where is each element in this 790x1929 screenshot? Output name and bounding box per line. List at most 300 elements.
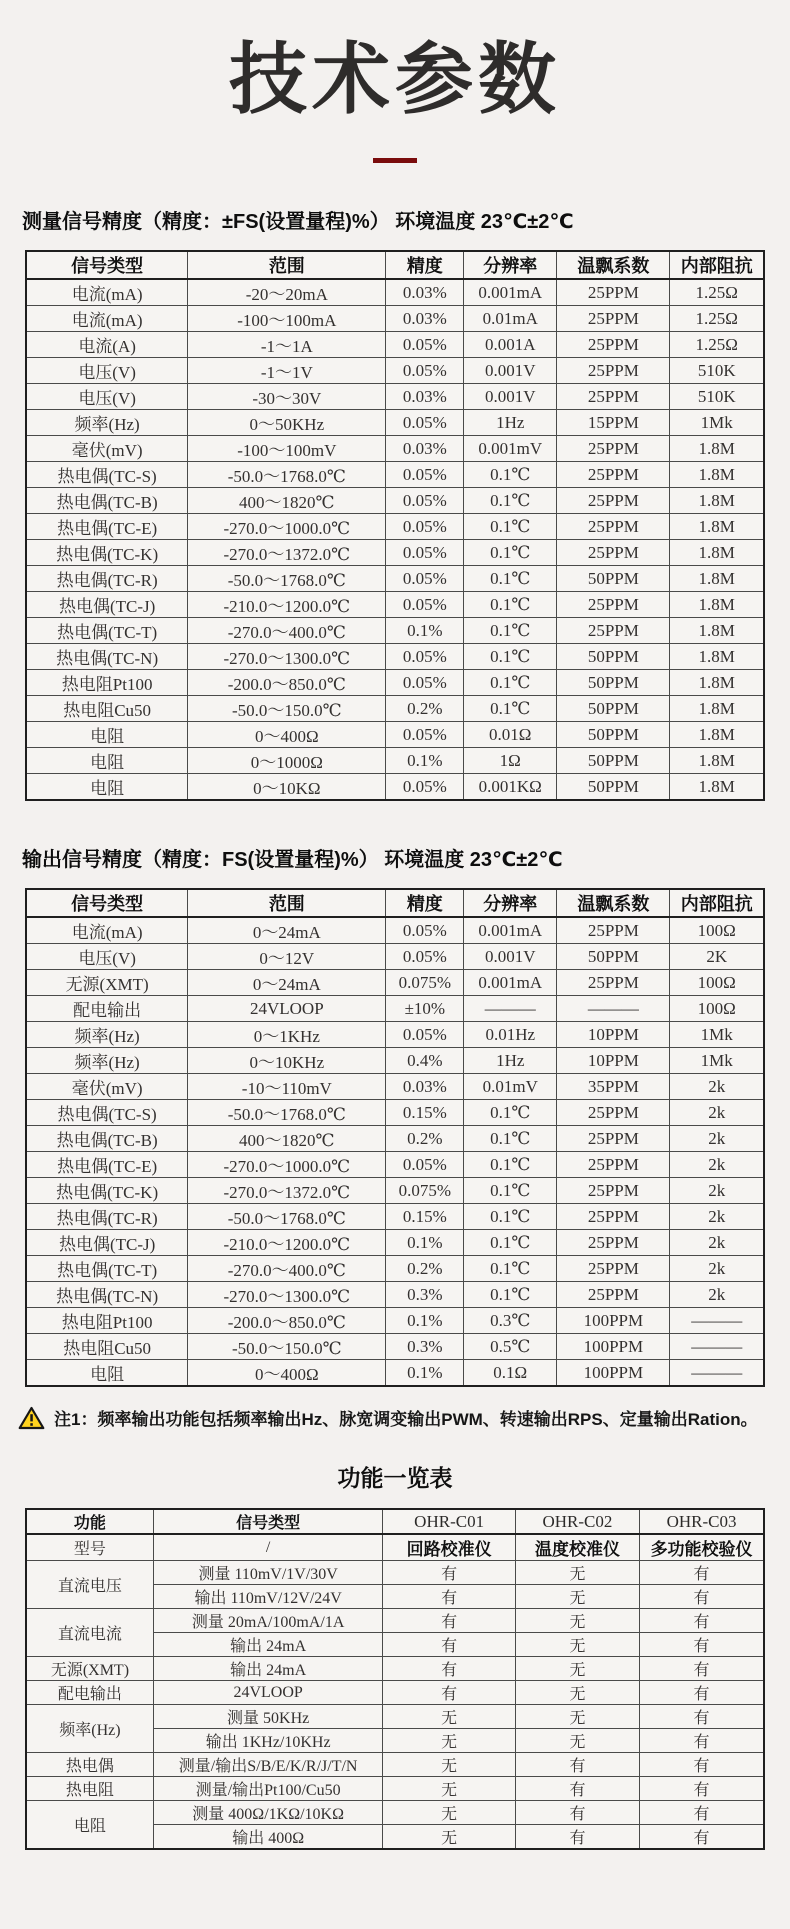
table-cell: 0.1℃ (464, 462, 557, 488)
table-head (26, 251, 764, 279)
table-row (26, 488, 764, 514)
table-cell: -270.0～1000.0℃ (188, 514, 386, 540)
table-cell: 25PPM (557, 1230, 670, 1256)
table-cell: 0.3% (386, 1334, 464, 1360)
header-row (26, 251, 764, 279)
table-cell: 0.01Ω (464, 722, 557, 748)
table-cell: ——— (670, 1308, 764, 1334)
table-cell: 0.1℃ (464, 566, 557, 592)
table-cell: 1Hz (464, 410, 557, 436)
table-cell: 1.8M (670, 748, 764, 774)
table-cell: 无 (383, 1753, 515, 1777)
table-cell: 50PPM (557, 696, 670, 722)
title-underline (373, 158, 417, 163)
table-cell: -50.0～1768.0℃ (188, 462, 386, 488)
table-cell: 热电阻Cu50 (26, 1334, 188, 1360)
table-cell: 无 (515, 1585, 639, 1609)
table-head (26, 1509, 764, 1534)
table-cell: 电阻 (26, 748, 188, 774)
table-cell: 0.03% (386, 306, 464, 332)
table-cell: 有 (640, 1705, 764, 1729)
table-cell: 1.8M (670, 566, 764, 592)
table-cell: 0.05% (386, 514, 464, 540)
table-cell: 25PPM (557, 436, 670, 462)
table-cell: -210.0～1200.0℃ (188, 1230, 386, 1256)
table-cell: 热电偶(TC-R) (26, 566, 188, 592)
table-cell: 510K (670, 384, 764, 410)
table-cell: 1.8M (670, 774, 764, 801)
table-cell: 电流(A) (26, 332, 188, 358)
table-row (26, 1705, 764, 1729)
table-cell: 热电偶(TC-B) (26, 488, 188, 514)
table-cell: -50.0～1768.0℃ (188, 1204, 386, 1230)
table-cell: 热电阻Pt100 (26, 1308, 188, 1334)
table-cell: -270.0～1000.0℃ (188, 1152, 386, 1178)
function-cell: 配电输出 (26, 1681, 153, 1705)
table-cell: 0.1℃ (464, 1178, 557, 1204)
column-header: OHR-C02 (515, 1509, 639, 1534)
table-cell: 电阻 (26, 722, 188, 748)
table-cell: 0.001mA (464, 279, 557, 306)
table-cell: 无 (383, 1705, 515, 1729)
table-cell: 1.25Ω (670, 306, 764, 332)
output-accuracy-table (25, 888, 765, 1387)
table-cell: 35PPM (557, 1074, 670, 1100)
table-cell: ±10% (386, 996, 464, 1022)
table-cell: 输出 24mA (153, 1633, 383, 1657)
table-cell: 0.1℃ (464, 540, 557, 566)
table-cell: 0.05% (386, 462, 464, 488)
table-cell: 0.15% (386, 1100, 464, 1126)
model-row (26, 1534, 764, 1561)
table-cell: 有 (640, 1633, 764, 1657)
table-cell: 热电偶(TC-J) (26, 1230, 188, 1256)
table-cell: 测量 20mA/100mA/1A (153, 1609, 383, 1633)
table-cell: 1Mk (670, 1022, 764, 1048)
table-cell: 有 (383, 1633, 515, 1657)
table-row (26, 358, 764, 384)
table-cell: 电阻 (26, 774, 188, 801)
table-row (26, 1204, 764, 1230)
table-cell: 有 (515, 1753, 639, 1777)
column-header: 分辨率 (464, 251, 557, 279)
table-cell: 50PPM (557, 644, 670, 670)
table-cell: 1Hz (464, 1048, 557, 1074)
table-cell: 无 (515, 1681, 639, 1705)
table-cell: 25PPM (557, 306, 670, 332)
table-cell: 1.8M (670, 670, 764, 696)
column-header: 信号类型 (26, 889, 188, 917)
table-cell: 0.001mA (464, 970, 557, 996)
table-cell: 热电偶(TC-T) (26, 1256, 188, 1282)
table-cell: 毫伏(mV) (26, 1074, 188, 1100)
note-text: 注1：频率输出功能包括频率输出Hz、脉宽调变输出PWM、转速输出RPS、定量输出Ration。 (54, 1410, 758, 1429)
table-row (26, 1074, 764, 1100)
table-cell: 1.8M (670, 618, 764, 644)
table-cell: 电流(mA) (26, 917, 188, 944)
table-cell: 0.03% (386, 1074, 464, 1100)
table-cell: 热电偶(TC-S) (26, 1100, 188, 1126)
table-cell: -50.0～1768.0℃ (188, 1100, 386, 1126)
table-cell: 无 (515, 1633, 639, 1657)
table-cell: 0.01mV (464, 1074, 557, 1100)
table-cell: 测量 50KHz (153, 1705, 383, 1729)
table-cell: 0.1℃ (464, 514, 557, 540)
table-cell: 0～24mA (188, 917, 386, 944)
table-cell: 50PPM (557, 722, 670, 748)
table-cell: 输出 400Ω (153, 1825, 383, 1850)
table-cell: 0.05% (386, 1152, 464, 1178)
table-row (26, 1801, 764, 1825)
table-cell: 测量 110mV/1V/30V (153, 1561, 383, 1585)
table-cell: 0.001KΩ (464, 774, 557, 801)
table-cell: 配电输出 (26, 996, 188, 1022)
table-cell: 毫伏(mV) (26, 436, 188, 462)
table-cell: 热电偶(TC-K) (26, 1178, 188, 1204)
table-cell: 25PPM (557, 279, 670, 306)
table-cell: 热电阻Pt100 (26, 670, 188, 696)
table-cell: 25PPM (557, 358, 670, 384)
table-cell: 测量/输出S/B/E/K/R/J/T/N (153, 1753, 383, 1777)
table-cell: 有 (515, 1777, 639, 1801)
table-row (26, 1126, 764, 1152)
table-cell: 有 (383, 1609, 515, 1633)
table-cell: 有 (640, 1609, 764, 1633)
table-cell: 0.3% (386, 1282, 464, 1308)
table-row (26, 1657, 764, 1681)
table-cell: 0.1% (386, 1360, 464, 1387)
table-cell: 电阻 (26, 1360, 188, 1387)
table-cell: 有 (640, 1825, 764, 1850)
table-cell: 25PPM (557, 970, 670, 996)
table-cell: 2K (670, 944, 764, 970)
table-cell: 0.03% (386, 279, 464, 306)
table-row (26, 1777, 764, 1801)
table-cell: 0.1℃ (464, 618, 557, 644)
table-row (26, 592, 764, 618)
table-row (26, 1360, 764, 1387)
table-cell: 无 (383, 1729, 515, 1753)
table-cell: 25PPM (557, 618, 670, 644)
table-cell: 25PPM (557, 1152, 670, 1178)
table-row (26, 410, 764, 436)
table-cell: 0.2% (386, 1126, 464, 1152)
table-cell: 100Ω (670, 917, 764, 944)
table-cell: 25PPM (557, 1256, 670, 1282)
table-row (26, 1753, 764, 1777)
table-cell: 频率(Hz) (26, 410, 188, 436)
table-cell: 50PPM (557, 774, 670, 801)
function-table (25, 1508, 765, 1850)
table-row (26, 670, 764, 696)
table-cell: 输出 24mA (153, 1657, 383, 1681)
table-cell: 0.05% (386, 566, 464, 592)
table-cell: 100Ω (670, 970, 764, 996)
table-cell: 1Mk (670, 410, 764, 436)
table-cell: 0～10KHz (188, 1048, 386, 1074)
table-cell: 热电偶(TC-N) (26, 1282, 188, 1308)
table-cell: 热电偶(TC-B) (26, 1126, 188, 1152)
table-cell: 25PPM (557, 540, 670, 566)
table-cell: -210.0～1200.0℃ (188, 592, 386, 618)
table-cell: 有 (515, 1825, 639, 1850)
table-cell: -270.0～400.0℃ (188, 1256, 386, 1282)
table-cell: 0～400Ω (188, 722, 386, 748)
table-row (26, 1152, 764, 1178)
column-header: 信号类型 (153, 1509, 383, 1534)
table-cell: 2k (670, 1100, 764, 1126)
table-cell: 1.8M (670, 592, 764, 618)
table-cell: 1.8M (670, 462, 764, 488)
table-cell: 0.05% (386, 410, 464, 436)
table-cell: 0～50KHz (188, 410, 386, 436)
table-cell: 0.1% (386, 618, 464, 644)
table-cell: 无 (515, 1705, 639, 1729)
table-row (26, 1022, 764, 1048)
column-header: OHR-C03 (640, 1509, 764, 1534)
table-cell: -50.0～150.0℃ (188, 1334, 386, 1360)
table-cell: 0.05% (386, 332, 464, 358)
table-cell: 有 (383, 1681, 515, 1705)
table-cell: -1～1V (188, 358, 386, 384)
table-row (26, 1561, 764, 1585)
table-cell: 热电偶(TC-E) (26, 1152, 188, 1178)
table-cell: 25PPM (557, 1178, 670, 1204)
table-cell: 热电偶(TC-N) (26, 644, 188, 670)
table-cell: 热电偶(TC-S) (26, 462, 188, 488)
table-row (26, 1308, 764, 1334)
function-cell: 热电偶 (26, 1753, 153, 1777)
table-cell: 1.8M (670, 722, 764, 748)
table-cell: 电压(V) (26, 384, 188, 410)
table-cell: 25PPM (557, 1126, 670, 1152)
warning-icon (18, 1406, 45, 1430)
table-row (26, 1048, 764, 1074)
table-cell: 0.05% (386, 358, 464, 384)
table-cell: 0.01Hz (464, 1022, 557, 1048)
table-cell: 无 (383, 1801, 515, 1825)
output-section-heading: 输出信号精度（精度：FS(设置量程)%） 环境温度 23℃±2℃ (22, 849, 563, 871)
table-body (26, 279, 764, 800)
table-cell: 0.4% (386, 1048, 464, 1074)
table-row (26, 996, 764, 1022)
table-cell: 0～1KHz (188, 1022, 386, 1048)
table-cell: 25PPM (557, 592, 670, 618)
table-cell: 有 (640, 1681, 764, 1705)
table-cell: 510K (670, 358, 764, 384)
table-cell: 100Ω (670, 996, 764, 1022)
table-cell: 频率(Hz) (26, 1048, 188, 1074)
table-cell: 电压(V) (26, 358, 188, 384)
measure-section-heading: 测量信号精度（精度：±FS(设置量程)%） 环境温度 23℃±2℃ (22, 211, 574, 233)
column-header: 信号类型 (26, 251, 188, 279)
table-cell: 0.1℃ (464, 696, 557, 722)
table-cell: 热电阻Cu50 (26, 696, 188, 722)
table-cell: 50PPM (557, 670, 670, 696)
table-cell: 50PPM (557, 748, 670, 774)
table-cell: 0～1000Ω (188, 748, 386, 774)
table-cell: 400～1820℃ (188, 488, 386, 514)
table-cell: 0.001A (464, 332, 557, 358)
table-cell: 25PPM (557, 462, 670, 488)
table-cell: ——— (670, 1334, 764, 1360)
table-cell: 0.1℃ (464, 1126, 557, 1152)
table-cell: 2k (670, 1230, 764, 1256)
table-body (26, 1534, 764, 1849)
table-cell: 0～12V (188, 944, 386, 970)
function-cell: 直流电压 (26, 1561, 153, 1609)
table-row (26, 1609, 764, 1633)
table-cell: -30～30V (188, 384, 386, 410)
table-cell: 0.001V (464, 358, 557, 384)
table-cell: 1.8M (670, 540, 764, 566)
column-header: 精度 (386, 251, 464, 279)
table-cell: 25PPM (557, 1282, 670, 1308)
table-cell: 0.1℃ (464, 670, 557, 696)
table-row (26, 774, 764, 801)
table-row (26, 944, 764, 970)
column-header: 温飘系数 (557, 251, 670, 279)
table-cell: 测量/输出Pt100/Cu50 (153, 1777, 383, 1801)
table-cell: 0.1% (386, 1230, 464, 1256)
table-row (26, 540, 764, 566)
table-row (26, 279, 764, 306)
table-cell: 1Ω (464, 748, 557, 774)
table-row (26, 462, 764, 488)
table-cell: -270.0～1300.0℃ (188, 644, 386, 670)
table-cell: 0.1℃ (464, 1256, 557, 1282)
model-cell: 多功能校验仪 (640, 1534, 764, 1561)
table-cell: 0.1℃ (464, 592, 557, 618)
column-header: 范围 (188, 251, 386, 279)
table-cell: 2k (670, 1152, 764, 1178)
table-cell: -50.0～1768.0℃ (188, 566, 386, 592)
table-row (26, 1100, 764, 1126)
table-cell: 0.1℃ (464, 1230, 557, 1256)
table-cell: 电流(mA) (26, 279, 188, 306)
table-row (26, 1178, 764, 1204)
table-row (26, 970, 764, 996)
table-row (26, 332, 764, 358)
table-cell: 25PPM (557, 1100, 670, 1126)
table-row (26, 384, 764, 410)
table-cell: 0.1℃ (464, 1152, 557, 1178)
column-header: 分辨率 (464, 889, 557, 917)
model-cell: 型号 (26, 1534, 153, 1561)
table-cell: 1.25Ω (670, 279, 764, 306)
table-row (26, 436, 764, 462)
page-title: 技术参数 (228, 35, 561, 123)
table-head (26, 889, 764, 917)
measure-accuracy-table (25, 250, 765, 801)
table-row (26, 748, 764, 774)
table-cell: 0.1℃ (464, 1204, 557, 1230)
table-cell: 15PPM (557, 410, 670, 436)
table-row (26, 306, 764, 332)
table-cell: 有 (640, 1729, 764, 1753)
table-cell: -50.0～150.0℃ (188, 696, 386, 722)
table-cell: 0～400Ω (188, 1360, 386, 1387)
table-cell: 有 (383, 1657, 515, 1681)
table-cell: 电流(mA) (26, 306, 188, 332)
table-row (26, 1681, 764, 1705)
table-cell: 0.05% (386, 592, 464, 618)
table-cell: ——— (557, 996, 670, 1022)
table-cell: 24VLOOP (188, 996, 386, 1022)
table-cell: 0.075% (386, 1178, 464, 1204)
table-cell: 0.03% (386, 436, 464, 462)
table-row (26, 644, 764, 670)
model-cell: 回路校准仪 (383, 1534, 515, 1561)
table-cell: 0.5℃ (464, 1334, 557, 1360)
table-cell: 10PPM (557, 1022, 670, 1048)
table-cell: 热电偶(TC-R) (26, 1204, 188, 1230)
table-cell: 2k (670, 1126, 764, 1152)
table-cell: 2k (670, 1074, 764, 1100)
model-cell: / (153, 1534, 383, 1561)
table-cell: -200.0～850.0℃ (188, 670, 386, 696)
column-header: 功能 (26, 1509, 153, 1534)
table-cell: 25PPM (557, 917, 670, 944)
function-cell: 频率(Hz) (26, 1705, 153, 1753)
table-cell: 25PPM (557, 1204, 670, 1230)
table-cell: 50PPM (557, 566, 670, 592)
table-row (26, 566, 764, 592)
table-cell: 有 (383, 1585, 515, 1609)
table-cell: 热电偶(TC-T) (26, 618, 188, 644)
table-cell: 有 (640, 1585, 764, 1609)
table-cell: -270.0～1372.0℃ (188, 540, 386, 566)
table-cell: 1.25Ω (670, 332, 764, 358)
table-cell: 1.8M (670, 436, 764, 462)
table-cell: 0.075% (386, 970, 464, 996)
table-cell: -270.0～400.0℃ (188, 618, 386, 644)
column-header: 内部阻抗 (670, 889, 764, 917)
table-cell: 热电偶(TC-J) (26, 592, 188, 618)
table-cell: 有 (640, 1801, 764, 1825)
table-cell: 25PPM (557, 488, 670, 514)
column-header: OHR-C01 (383, 1509, 515, 1534)
table-cell: -200.0～850.0℃ (188, 1308, 386, 1334)
table-cell: 0.15% (386, 1204, 464, 1230)
table-cell: 25PPM (557, 384, 670, 410)
table-row (26, 722, 764, 748)
table-cell: 0.001mA (464, 917, 557, 944)
table-cell: 无 (383, 1825, 515, 1850)
table-cell: -100～100mV (188, 436, 386, 462)
table-cell: 0～10KΩ (188, 774, 386, 801)
table-cell: -10～110mV (188, 1074, 386, 1100)
table-cell: 2k (670, 1204, 764, 1230)
table-cell: ——— (464, 996, 557, 1022)
function-cell: 热电阻 (26, 1777, 153, 1801)
table-cell: 有 (640, 1777, 764, 1801)
table-cell: -20～20mA (188, 279, 386, 306)
table-cell: 100PPM (557, 1308, 670, 1334)
table-cell: 25PPM (557, 514, 670, 540)
table-cell: 1.8M (670, 514, 764, 540)
table-cell: ——— (670, 1360, 764, 1387)
table-cell: 0.05% (386, 944, 464, 970)
column-header: 温飘系数 (557, 889, 670, 917)
function-table-heading: 功能一览表 (337, 1465, 453, 1491)
table-cell: 0.001V (464, 384, 557, 410)
table-cell: 0.1℃ (464, 488, 557, 514)
table-cell: 0.001V (464, 944, 557, 970)
table-cell: 0.1% (386, 1308, 464, 1334)
table-cell: 0.05% (386, 722, 464, 748)
function-cell: 电阻 (26, 1801, 153, 1850)
